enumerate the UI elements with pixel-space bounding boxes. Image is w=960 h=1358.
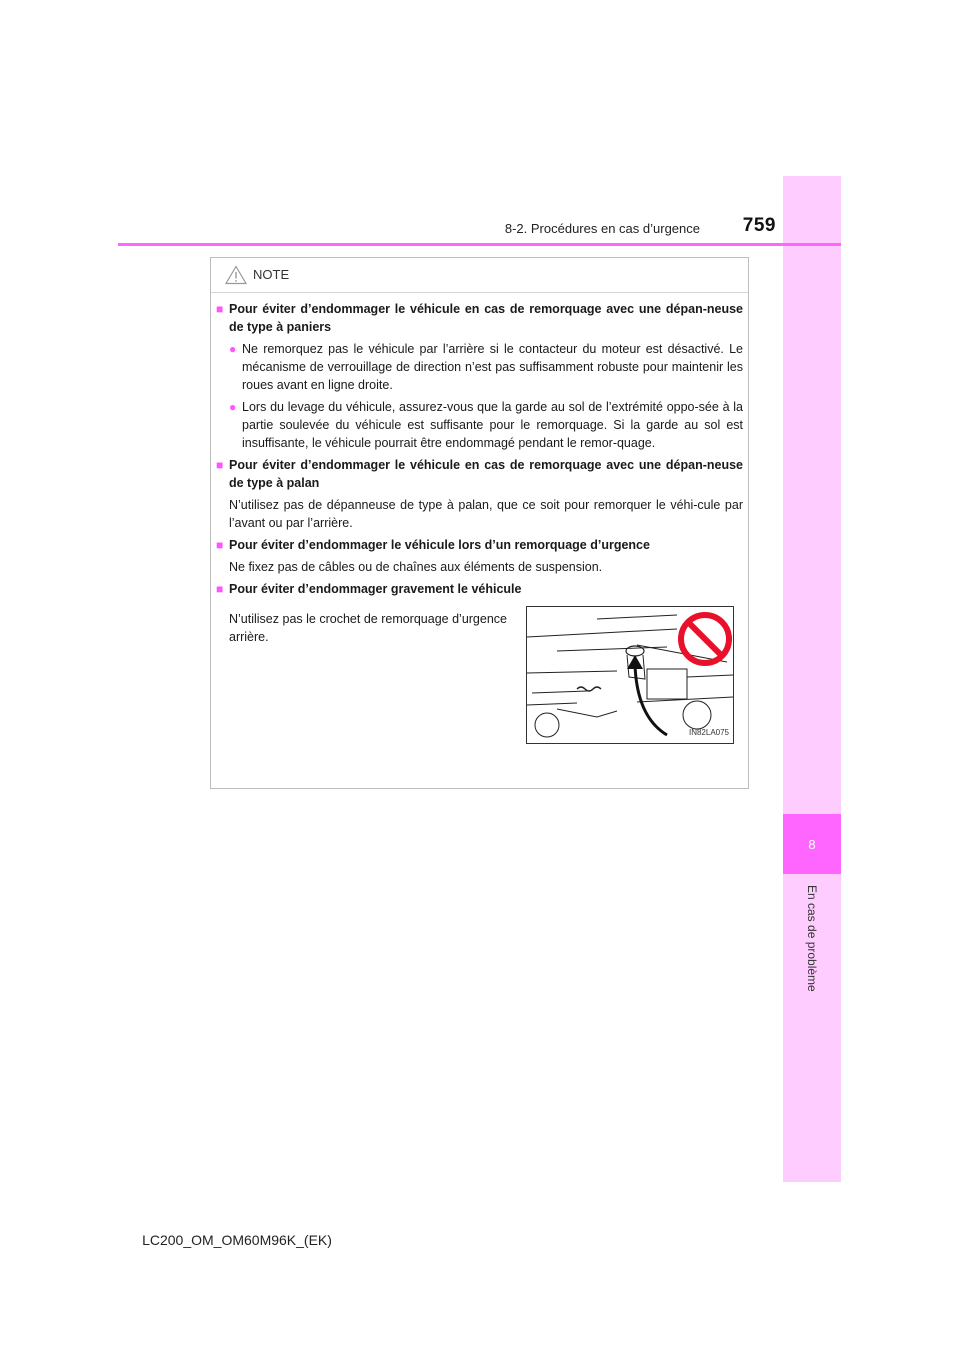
note-paragraph: N’utilisez pas le crochet de remorquage d’urgence arrière. [229, 612, 507, 644]
square-bullet-icon: ■ [216, 582, 224, 596]
note-paragraph: N’utilisez pas de dépanneuse de type à palan, que ce soit pour remorquer le véhi-cule par l’avant ou par l’arrière. [229, 498, 743, 530]
tow-hook-illustration [526, 606, 734, 744]
document-code: LC200_OM_OM60M96K_(EK) [142, 1232, 332, 1248]
note-content [216, 300, 743, 756]
note-heading: ■ Pour éviter d’endommager le véhicule lors d’un remorquage d’urgence [216, 538, 650, 552]
chapter-label-wrap [783, 885, 841, 1005]
note-paragraph: Ne fixez pas de câbles ou de chaînes aux éléments de suspension. [229, 560, 603, 574]
note-heading: ■ Pour éviter d’endommager le véhicule en cas de remorquage avec une dépan-neuse de type à palan [216, 458, 743, 490]
warning-triangle-icon [225, 265, 247, 285]
note-label: NOTE [253, 267, 290, 282]
note-heading: ■ Pour éviter d’endommager le véhicule en cas de remorquage avec une dépan-neuse de type à paniers [216, 302, 743, 334]
final-item-row [216, 606, 743, 756]
section-title: 8-2. Procédures en cas d’urgence [504, 221, 700, 236]
square-bullet-icon: ■ [216, 302, 224, 316]
note-bullet: ● Lors du levage du véhicule, assurez-vous que la garde au sol de l’extrémité oppo-sée à la partie soulevée du véhicule est suffisante pour le remorquage. Si la garde au sol est insuffisante, le véhicule pourrait être endommagé pendant le remor-quage. [229, 400, 743, 450]
circle-bullet-icon: ● [229, 342, 237, 356]
illustration-code: IN82LA075 [688, 728, 729, 737]
note-header [211, 258, 748, 293]
chapter-label: En cas de problème [805, 885, 819, 992]
vehicle-underside-drawing [527, 607, 733, 743]
square-bullet-icon: ■ [216, 538, 224, 552]
note-bullet: ● Ne remorquez pas le véhicule par l’arrière si le contacteur du moteur est désactivé. Le mécanisme de verrouillage de direction n’est pas suffisamment robuste pour maintenir les roues avant en ligne droite. [229, 342, 743, 392]
header-rule [118, 243, 841, 246]
chapter-number: 8 [808, 836, 816, 852]
note-box [210, 257, 749, 789]
square-bullet-icon: ■ [216, 458, 224, 472]
page-number: 759 [742, 215, 776, 236]
circle-bullet-icon: ● [229, 400, 237, 414]
note-heading: ■ Pour éviter d’endommager gravement le véhicule [216, 582, 522, 596]
chapter-side-tab [783, 176, 841, 1182]
